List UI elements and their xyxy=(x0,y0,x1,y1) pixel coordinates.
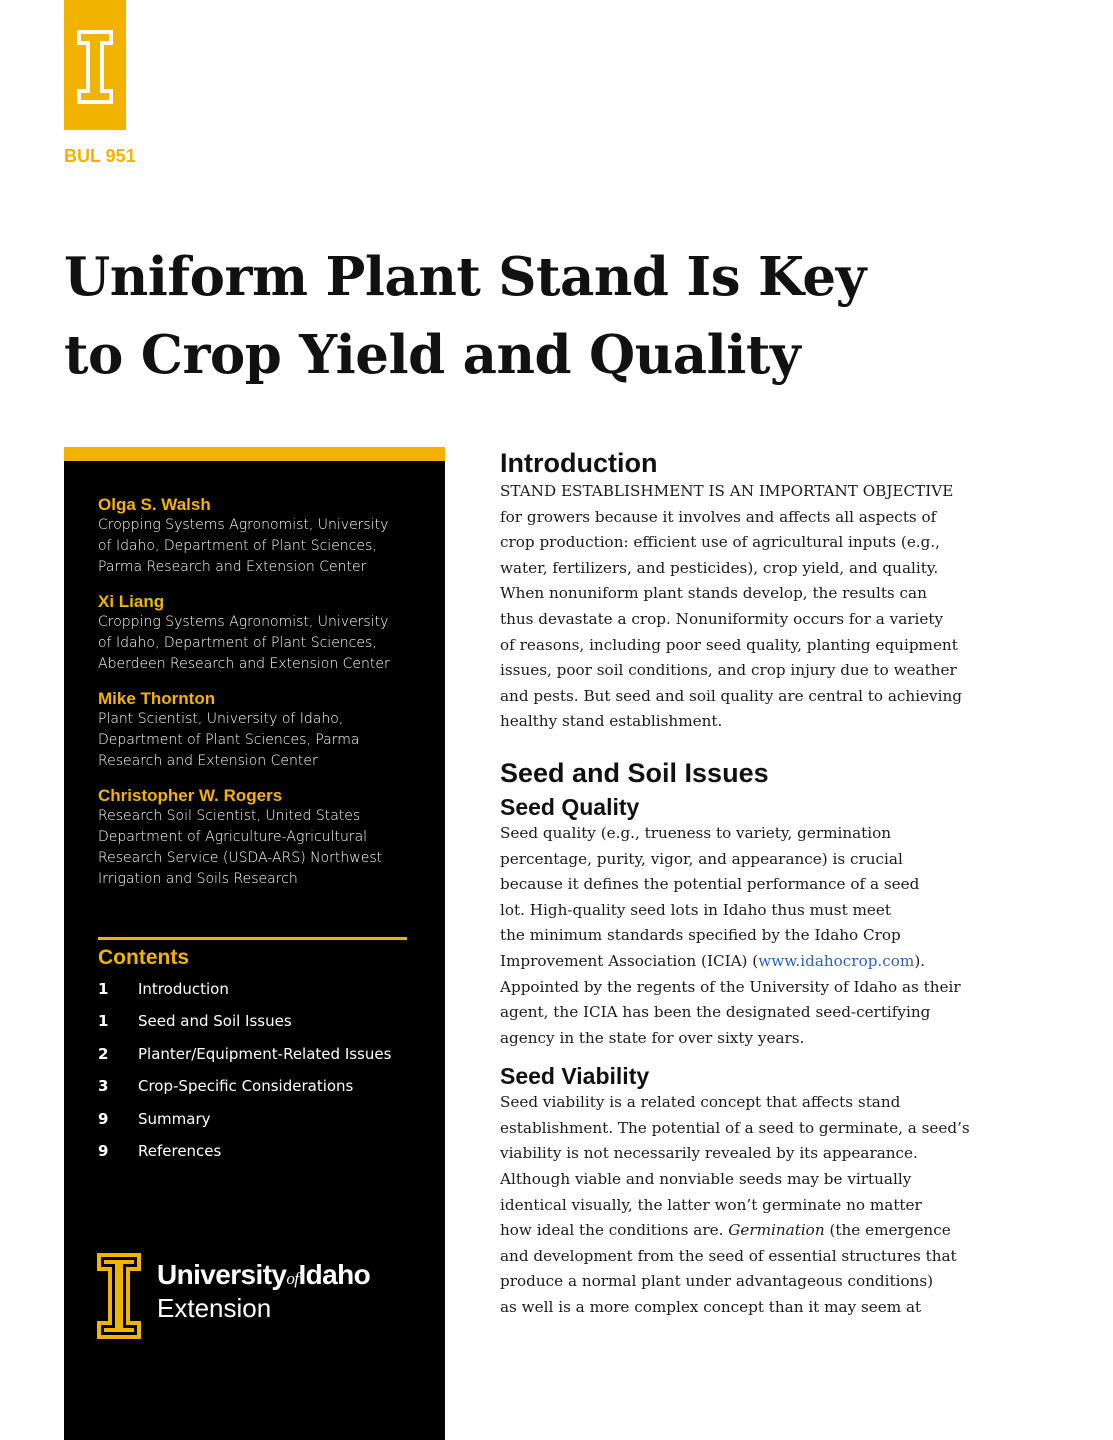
author-name: Christopher W. Rogers xyxy=(98,786,283,805)
toc-item-references[interactable] xyxy=(98,1142,428,1174)
title-line-2: to Crop Yield and Quality xyxy=(64,324,801,386)
author-name: Mike Thornton xyxy=(98,689,216,708)
toc-label: References xyxy=(138,1141,222,1160)
author-name: Olga S. Walsh xyxy=(98,495,211,514)
toc-page-number: 2 xyxy=(98,1044,109,1063)
section-heading-seed-soil: Seed and Soil Issues xyxy=(500,757,769,788)
author-affiliation: Cropping Systems Agronomist, University of Idaho, Department of Plant Sciences, Parma Research and Extension Center xyxy=(98,517,389,575)
toc-item-crop-specific[interactable] xyxy=(98,1077,428,1109)
logo-subtitle: Extension xyxy=(157,1293,272,1323)
university-i-logo-icon xyxy=(97,1253,141,1339)
header-tab xyxy=(64,0,126,130)
toc-item-seed-and-soil-issues[interactable] xyxy=(98,1012,428,1044)
author-affiliation: Cropping Systems Agronomist, University of Idaho, Department of Plant Sciences, Aberdeen Research and Extension Center xyxy=(98,614,390,672)
toc-page-number: 3 xyxy=(98,1077,109,1096)
seed-viability-paragraph: Seed viability is a related concept that affects stand establishment. The potential of a seed to germinate, a seed’s viability is not necessarily revealed by its appearance. Although viable and nonviable seeds may be virtually identical visually, the latter won’t germinate no matter how ideal the conditions are. Germination (the emergence and development from the seed of essential structures that produce a normal plant under advantageous conditions) as well is a more complex concept than it may seem at xyxy=(500,1093,970,1317)
toc-label: Summary xyxy=(138,1109,211,1128)
author-item xyxy=(98,785,428,890)
table-of-contents xyxy=(98,980,428,1174)
toc-page-number: 9 xyxy=(98,1141,109,1160)
university-logo xyxy=(97,1253,417,1339)
subheading-seed-quality: Seed Quality xyxy=(500,793,640,820)
bulletin-number: BUL 951 xyxy=(64,146,136,166)
title-line-1: Uniform Plant Stand Is Key xyxy=(64,246,866,308)
toc-item-introduction[interactable] xyxy=(98,980,428,1012)
section-heading-introduction: Introduction xyxy=(500,448,658,478)
author-list xyxy=(98,494,428,903)
seed-quality-paragraph: Seed quality (e.g., trueness to variety, germination percentage, purity, vigor, and appearance) is crucial because it defines the potential performance of a seed lot. High-quality seed lots in Idaho thus must meet the minimum standards specified by the Idaho Crop Improvement Association (ICIA) (www.idahocrop.com). Appointed by the regents of the University of Idaho as their agent, the ICIA has been the designated seed-certifying agency in the state for over sixty years. xyxy=(500,823,961,1047)
toc-item-planter-equipment[interactable] xyxy=(98,1045,428,1077)
main-content xyxy=(500,446,1020,1321)
toc-page-number: 1 xyxy=(98,980,109,998)
toc-page-number: 9 xyxy=(98,1109,109,1128)
introduction-paragraph: STAND ESTABLISHMENT IS AN IMPORTANT OBJECTIVE for growers because it involves and affects all aspects of crop production: efficient use of agricultural inputs (e.g., water, fertilizers, and pesticides), crop yield, and quality. When nonuniform plant stands develop, the results can thus devastate a crop. Nonuniformity occurs for a variety of reasons, including poor seed quality, planting equipment issues, poor soil conditions, and crop injury due to weather and pests. But seed and soil quality are central to achieving healthy stand establishment. xyxy=(500,482,962,731)
germination-term: Germination xyxy=(728,1221,825,1240)
logo-wordmark: UniversityofIdaho xyxy=(157,1259,371,1290)
toc-label: Planter/Equipment-Related Issues xyxy=(138,1044,392,1063)
idahocrop-link[interactable]: www.idahocrop.com xyxy=(758,951,915,970)
author-item xyxy=(98,688,428,772)
author-item xyxy=(98,591,428,675)
author-affiliation: Plant Scientist, University of Idaho, Department of Plant Sciences, Parma Research and Extension Center xyxy=(98,711,360,769)
university-i-icon xyxy=(77,30,113,104)
toc-item-summary[interactable] xyxy=(98,1110,428,1142)
toc-label: Crop-Specific Considerations xyxy=(138,1077,354,1096)
subheading-seed-viability: Seed Viability xyxy=(500,1063,650,1090)
author-affiliation: Research Soil Scientist, United States Department of Agriculture-Agricultural Research Service (USDA-ARS) Northwest Irrigation and Soils Research xyxy=(98,808,383,887)
page-title xyxy=(64,238,1064,394)
contents-title: Contents xyxy=(98,946,189,969)
sidebar xyxy=(64,447,445,1440)
author-item xyxy=(98,494,428,578)
toc-label: Seed and Soil Issues xyxy=(138,1012,292,1031)
toc-page-number: 1 xyxy=(98,1012,109,1031)
toc-label: Introduction xyxy=(138,980,229,998)
author-name: Xi Liang xyxy=(98,592,165,611)
divider xyxy=(98,937,407,940)
